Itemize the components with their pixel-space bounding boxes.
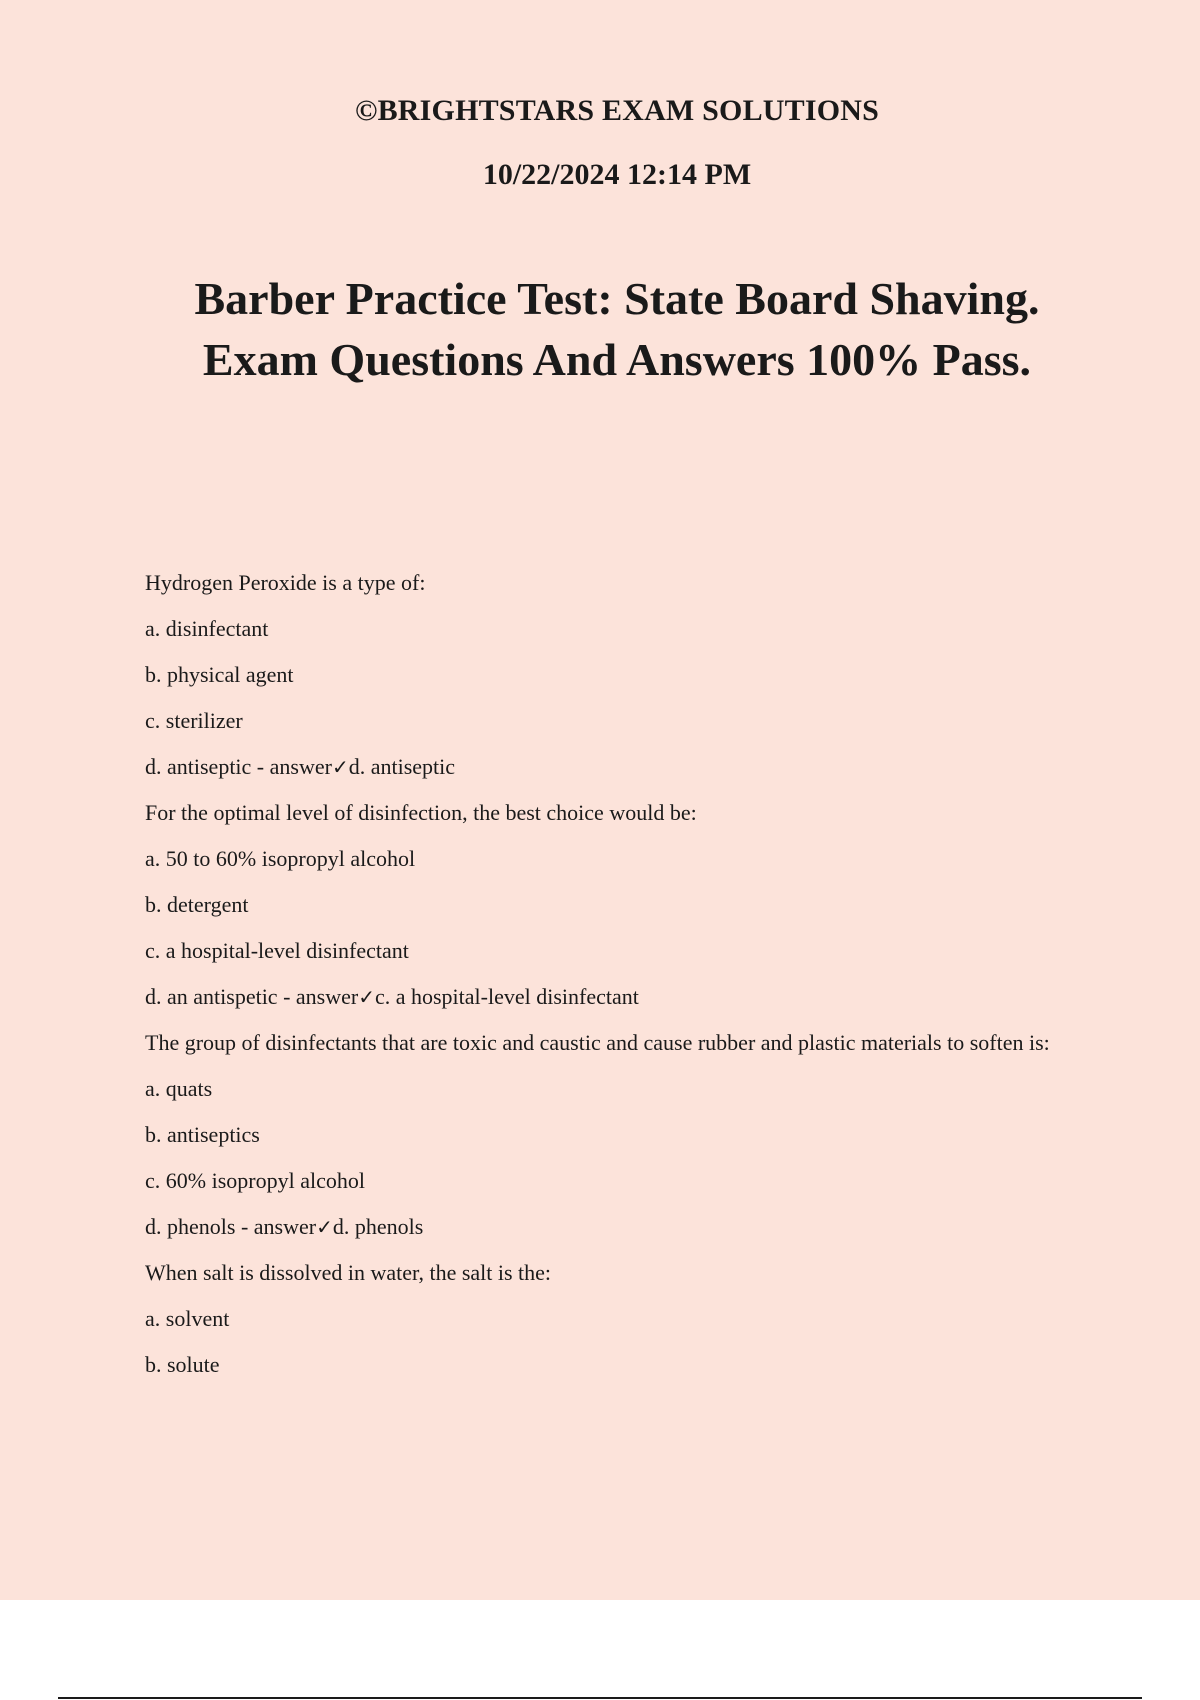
answer-option: a. 50 to 60% isopropyl alcohol — [145, 846, 416, 871]
question-item — [145, 798, 1065, 1012]
question-text: When salt is dissolved in water, the salt is the: — [145, 1260, 552, 1285]
answer-option: b. antiseptics — [145, 1122, 260, 1147]
answer-option-label: d. antiseptic - answer — [145, 754, 332, 779]
answer-option-label: d. an antispetic - answer — [145, 984, 359, 1009]
answer-option-with-key — [145, 982, 1065, 1012]
title-line-1: Barber Practice Test: State Board Shaving. — [194, 273, 1040, 324]
question-list — [145, 568, 1065, 1396]
question-item — [145, 1258, 1065, 1380]
correct-answer: d. antiseptic — [348, 754, 456, 779]
answer-option: a. disinfectant — [145, 616, 269, 641]
question-text: Hydrogen Peroxide is a type of: — [145, 570, 426, 595]
checkmark-icon: ✓ — [316, 1215, 333, 1239]
answer-option-with-key — [145, 752, 1065, 782]
checkmark-icon: ✓ — [358, 985, 375, 1009]
question-item — [145, 1028, 1065, 1242]
question-item — [145, 568, 1065, 782]
checkmark-icon: ✓ — [331, 755, 349, 779]
header-organization: ©BRIGHTSTARS EXAM SOLUTIONS — [354, 94, 880, 127]
answer-option-label: d. phenols - answer — [145, 1214, 317, 1239]
answer-option: b. solute — [145, 1352, 220, 1377]
footer-divider — [58, 1697, 1142, 1699]
question-text: The group of disinfectants that are toxic and caustic and cause rubber and plastic materials to soften is: — [145, 1030, 1050, 1055]
document-title — [0, 268, 1200, 390]
correct-answer: d. phenols — [332, 1214, 424, 1239]
answer-option: b. detergent — [145, 892, 249, 917]
header-datetime: 10/22/2024 12:14 PM — [482, 158, 752, 191]
question-text: For the optimal level of disinfection, the best choice would be: — [145, 800, 697, 825]
answer-option: a. solvent — [145, 1306, 230, 1331]
answer-option: c. 60% isopropyl alcohol — [145, 1168, 365, 1193]
answer-option: b. physical agent — [145, 662, 294, 687]
title-line-2: Exam Questions And Answers 100% Pass. — [202, 334, 1032, 385]
answer-option: c. sterilizer — [145, 708, 243, 733]
answer-option: a. quats — [145, 1076, 213, 1101]
answer-option-with-key — [145, 1212, 1065, 1242]
answer-option: c. a hospital-level disinfectant — [145, 938, 409, 963]
correct-answer: c. a hospital-level disinfectant — [374, 984, 639, 1009]
